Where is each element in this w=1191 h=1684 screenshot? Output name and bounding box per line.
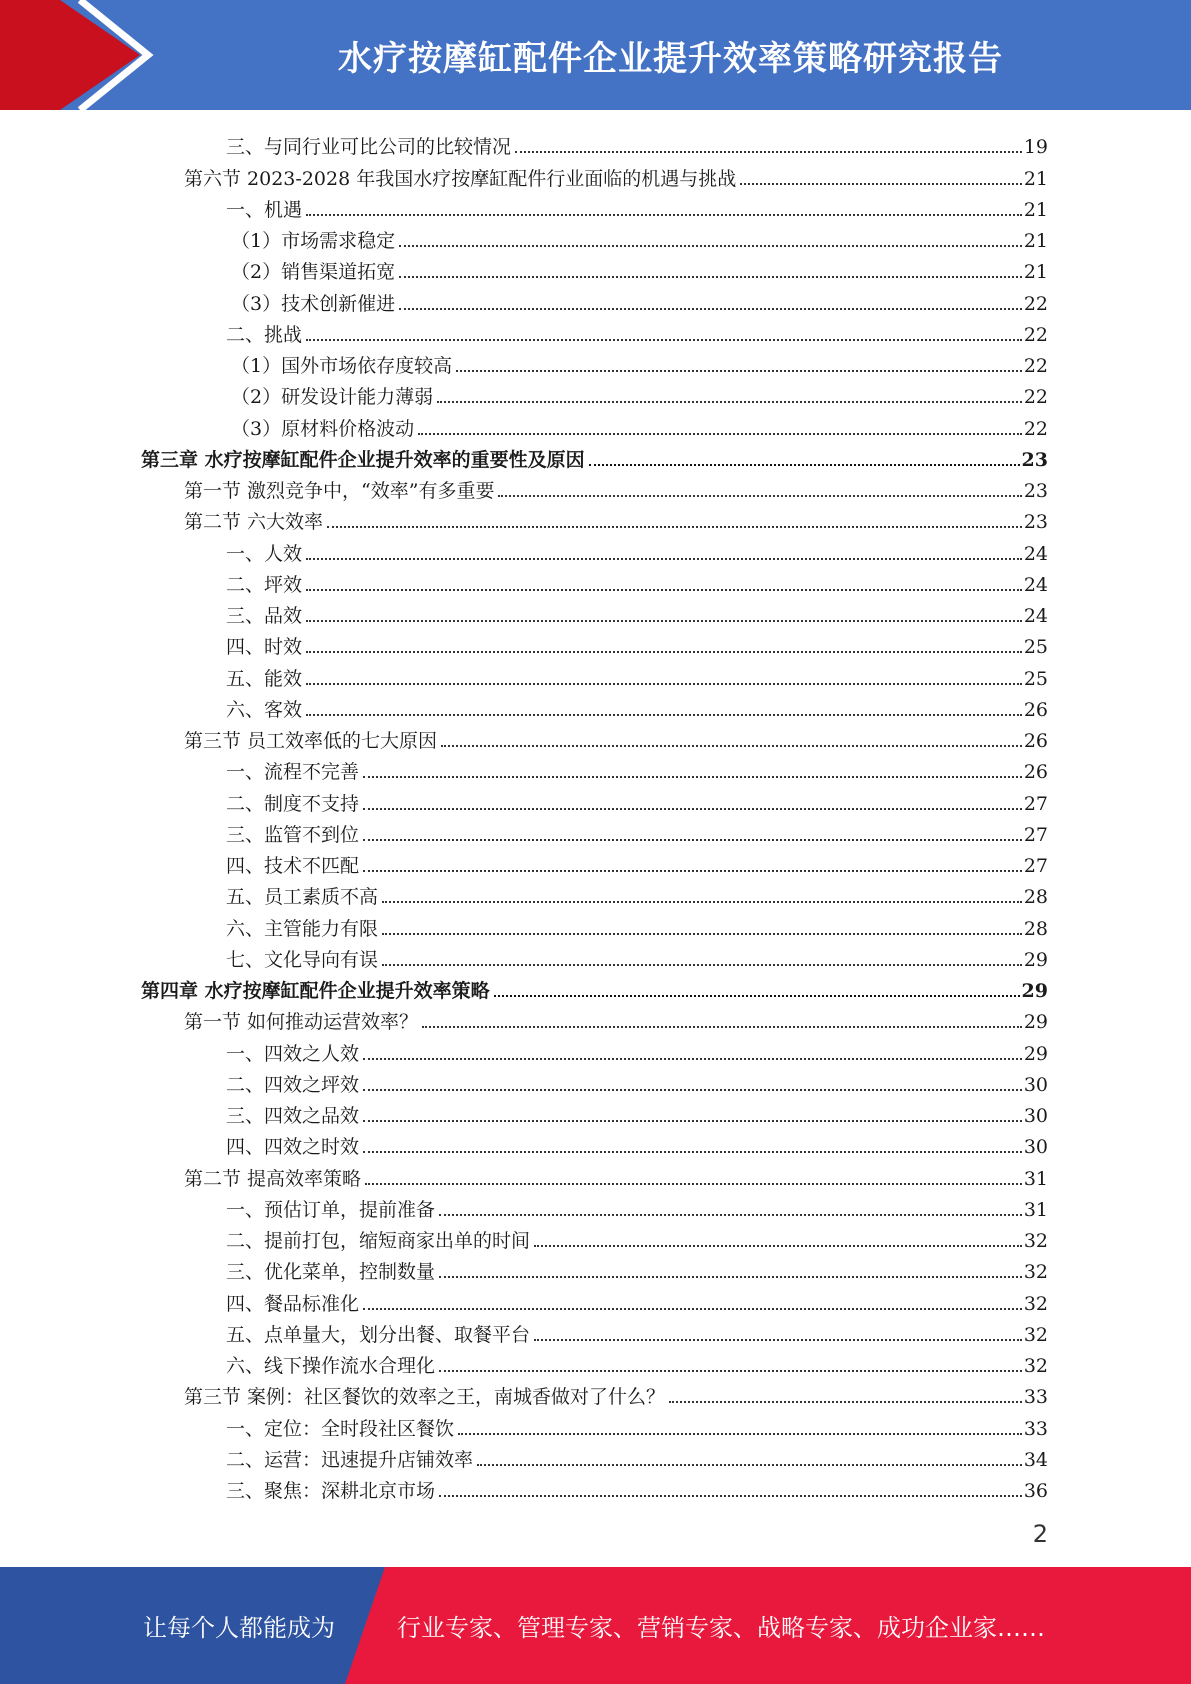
toc-dot-leader [477, 1464, 1022, 1466]
toc-entry-title: 三、监管不到位 [226, 823, 360, 846]
toc-entry-page: 27 [1023, 823, 1048, 846]
toc-subsection-entry[interactable] [141, 533, 1048, 564]
toc-dot-leader [422, 1026, 1022, 1028]
toc-entry-title: 三、四效之品效 [226, 1105, 360, 1127]
page-footer [0, 1567, 1191, 1684]
toc-subsection-entry[interactable] [141, 783, 1048, 814]
toc-subsection-entry[interactable] [141, 1283, 1048, 1314]
toc-subsection-entry[interactable] [141, 690, 1048, 721]
toc-section-entry[interactable] [141, 1002, 1048, 1033]
toc-entry-title: 四、时效 [226, 636, 303, 659]
toc-subsection-entry[interactable] [141, 1315, 1048, 1346]
toc-entry-page: 33 [1023, 1417, 1048, 1440]
toc-entry-title: 五、点单量大，划分出餐、取餐平台 [226, 1323, 531, 1346]
toc-chapter-entry[interactable] [141, 971, 1048, 1002]
toc-dot-leader [740, 183, 1022, 185]
toc-entry-title: 三、与同行业可比公司的比较情况 [226, 136, 512, 159]
toc-dot-leader [363, 1089, 1022, 1091]
toc-entry-title: 六、主管能力有限 [226, 917, 379, 940]
footer-slogan-lead: 让每个人都能成为 [143, 1614, 335, 1642]
toc-entry-title: 第六节 2023-2028 年我国水疗按摩缸配件行业面临的机遇与挑战 [184, 167, 737, 190]
toc-section-entry[interactable] [141, 471, 1048, 502]
toc-dot-leader [327, 526, 1022, 528]
toc-subsection-entry[interactable] [141, 221, 1048, 252]
toc-entry-page: 25 [1023, 667, 1048, 690]
toc-subsection-entry[interactable] [141, 627, 1048, 658]
toc-entry-title: （1）国外市场依存度较高 [231, 355, 453, 377]
toc-entry-title: 五、能效 [226, 667, 303, 690]
toc-subsection-entry[interactable] [141, 1346, 1048, 1377]
toc-dot-leader [363, 1308, 1022, 1310]
toc-entry-page: 27 [1023, 792, 1048, 815]
toc-entry-title: （3）技术创新催进 [231, 292, 396, 315]
toc-entry-title: 二、运营：迅速提升店铺效率 [226, 1448, 474, 1471]
toc-subsection-entry[interactable] [141, 1440, 1048, 1471]
toc-section-entry[interactable] [141, 1158, 1048, 1189]
toc-entry-page: 32 [1023, 1292, 1048, 1315]
toc-subsection-entry[interactable] [141, 1408, 1048, 1439]
toc-dot-leader [399, 308, 1022, 310]
toc-entry-page: 31 [1023, 1167, 1048, 1190]
toc-subsection-entry[interactable] [141, 1221, 1048, 1252]
toc-entry-title: 四、餐品标准化 [226, 1292, 360, 1315]
toc-entry-page: 22 [1023, 323, 1048, 346]
footer-slogan-roles: 行业专家、管理专家、营销专家、战略专家、成功企业家…… [397, 1614, 1045, 1642]
toc-entry-page: 23 [1023, 480, 1048, 502]
toc-entry-page: 22 [1023, 386, 1048, 409]
toc-dot-leader [382, 933, 1022, 935]
toc-entry-page: 36 [1023, 1480, 1048, 1502]
toc-subsection-entry[interactable] [141, 1096, 1048, 1127]
toc-entry-title: 第四章 水疗按摩缸配件企业提升效率策略 [141, 980, 490, 1002]
toc-subsection-entry[interactable] [141, 1065, 1048, 1096]
toc-entry-title: 二、挑战 [226, 323, 303, 346]
toc-entry-title: 第三节 员工效率低的七大原因 [184, 730, 438, 752]
toc-entry-title: 二、制度不支持 [226, 792, 360, 815]
toc-entry-title: 一、人效 [226, 542, 303, 565]
toc-section-entry[interactable] [141, 1377, 1048, 1408]
toc-entry-page: 28 [1023, 917, 1048, 940]
toc-subsection-entry[interactable] [141, 1127, 1048, 1158]
toc-subsection-entry[interactable] [141, 190, 1048, 221]
toc-dot-leader [399, 245, 1022, 247]
toc-dot-leader [534, 1245, 1022, 1247]
toc-entry-page: 21 [1023, 167, 1048, 190]
toc-dot-leader [306, 214, 1022, 216]
toc-subsection-entry[interactable] [141, 846, 1048, 877]
toc-dot-leader [439, 1214, 1022, 1216]
toc-entry-page: 22 [1023, 292, 1048, 315]
toc-entry-page: 32 [1023, 1230, 1048, 1252]
toc-entry-title: 五、员工素质不高 [226, 886, 379, 909]
toc-subsection-entry[interactable] [141, 940, 1048, 971]
toc-dot-leader [399, 276, 1022, 278]
toc-subsection-entry[interactable] [141, 815, 1048, 846]
toc-entry-title: 七、文化导向有误 [226, 948, 379, 971]
page-number: 2 [1032, 1520, 1048, 1548]
toc-section-entry[interactable] [141, 721, 1048, 752]
toc-dot-leader [439, 1495, 1022, 1497]
toc-subsection-entry[interactable] [141, 1190, 1048, 1221]
toc-entry-page: 34 [1023, 1448, 1048, 1471]
toc-subsection-entry[interactable] [141, 408, 1048, 439]
toc-entry-title: 三、聚焦：深耕北京市场 [226, 1480, 436, 1502]
toc-dot-leader [418, 433, 1022, 435]
toc-entry-title: 第三节 案例：社区餐饮的效率之王，南城香做对了什么？ [184, 1386, 666, 1409]
toc-dot-leader [382, 964, 1022, 966]
toc-entry-page: 24 [1023, 573, 1048, 596]
toc-entry-title: 三、优化菜单，控制数量 [226, 1261, 436, 1284]
toc-dot-leader [363, 870, 1022, 872]
toc-entry-page: 26 [1023, 730, 1048, 752]
toc-entry-title: 第二节 六大效率 [184, 511, 324, 534]
toc-entry-page: 26 [1023, 761, 1048, 784]
page-header [0, 0, 1191, 110]
toc-entry-page: 22 [1023, 417, 1048, 440]
toc-entry-page: 22 [1023, 355, 1048, 377]
toc-entry-page: 29 [1023, 1042, 1048, 1065]
toc-subsection-entry[interactable] [141, 346, 1048, 377]
toc-entry-page: 24 [1023, 542, 1048, 565]
toc-entry-title: 一、四效之人效 [226, 1042, 360, 1065]
toc-entry-page: 29 [1021, 980, 1048, 1002]
toc-entry-page: 32 [1023, 1323, 1048, 1346]
toc-dot-leader [437, 401, 1022, 403]
toc-entry-title: 四、技术不匹配 [226, 855, 360, 877]
toc-dot-leader [306, 339, 1022, 341]
toc-entry-title: 第一节 激烈竞争中，“效率”有多重要 [184, 480, 495, 502]
toc-dot-leader [306, 651, 1022, 653]
toc-entry-page: 23 [1023, 511, 1048, 534]
toc-entry-page: 27 [1023, 855, 1048, 877]
toc-entry-page: 32 [1023, 1355, 1048, 1377]
toc-dot-leader [365, 1183, 1022, 1185]
toc-subsection-entry[interactable] [141, 658, 1048, 689]
toc-entry-title: 四、四效之时效 [226, 1136, 360, 1159]
toc-entry-title: 第三章 水疗按摩缸配件企业提升效率的重要性及原因 [141, 448, 585, 471]
toc-dot-leader [534, 1339, 1022, 1341]
toc-subsection-entry[interactable] [141, 377, 1048, 408]
toc-dot-leader [458, 1433, 1022, 1435]
red-chevron-arrow-icon [0, 0, 160, 110]
toc-entry-page: 24 [1023, 605, 1048, 627]
toc-dot-leader [306, 683, 1022, 685]
toc-dot-leader [363, 808, 1022, 810]
toc-entry-title: 三、品效 [226, 605, 303, 627]
toc-entry-page: 23 [1021, 448, 1048, 471]
toc-entry-title: （3）原材料价格波动 [231, 417, 415, 440]
report-title: 水疗按摩缸配件企业提升效率策略研究报告 [338, 38, 1003, 79]
toc-subsection-entry[interactable] [141, 252, 1048, 283]
toc-subsection-entry[interactable] [141, 127, 1048, 158]
toc-subsection-entry[interactable] [141, 283, 1048, 314]
toc-dot-leader [363, 839, 1022, 841]
toc-dot-leader [306, 558, 1022, 560]
toc-entry-title: 一、预估订单，提前准备 [226, 1198, 436, 1221]
toc-entry-page: 19 [1023, 136, 1048, 159]
toc-dot-leader [494, 995, 1020, 997]
toc-entry-title: 一、机遇 [226, 198, 303, 221]
toc-entry-page: 29 [1023, 1011, 1048, 1034]
toc-entry-page: 21 [1023, 261, 1048, 284]
toc-entry-page: 26 [1023, 698, 1048, 721]
toc-subsection-entry[interactable] [141, 596, 1048, 627]
toc-subsection-entry[interactable] [141, 1033, 1048, 1064]
toc-entry-page: 21 [1023, 198, 1048, 221]
toc-entry-page: 29 [1023, 948, 1048, 971]
toc-dot-leader [441, 745, 1022, 747]
toc-entry-title: （2）研发设计能力薄弱 [231, 386, 434, 409]
toc-entry-title: 第二节 提高效率策略 [184, 1167, 362, 1190]
toc-dot-leader [306, 714, 1022, 716]
toc-section-entry[interactable] [141, 158, 1048, 189]
toc-entry-title: 一、定位：全时段社区餐饮 [226, 1417, 455, 1440]
toc-entry-page: 30 [1023, 1073, 1048, 1096]
toc-dot-leader [589, 464, 1020, 466]
toc-entry-page: 28 [1023, 886, 1048, 909]
toc-subsection-entry[interactable] [141, 315, 1048, 346]
toc-dot-leader [456, 370, 1022, 372]
toc-entry-title: 六、客效 [226, 698, 303, 721]
toc-entry-title: 二、四效之坪效 [226, 1073, 360, 1096]
toc-subsection-entry[interactable] [141, 1471, 1048, 1502]
toc-entry-title: 二、提前打包，缩短商家出单的时间 [226, 1230, 531, 1252]
toc-entry-page: 31 [1023, 1198, 1048, 1221]
toc-entry-title: 第一节 如何推动运营效率？ [184, 1011, 419, 1034]
toc-entry-title: 一、流程不完善 [226, 761, 360, 784]
toc-dot-leader [515, 151, 1022, 153]
toc-entry-title: （1）市场需求稳定 [231, 230, 396, 252]
toc-entry-page: 21 [1023, 230, 1048, 252]
toc-dot-leader [498, 495, 1021, 497]
table-of-contents [141, 127, 1048, 1502]
toc-dot-leader [363, 776, 1022, 778]
toc-subsection-entry[interactable] [141, 877, 1048, 908]
toc-entry-page: 30 [1023, 1105, 1048, 1127]
toc-entry-title: 二、坪效 [226, 573, 303, 596]
toc-entry-page: 33 [1023, 1386, 1048, 1409]
toc-dot-leader [382, 901, 1022, 903]
toc-subsection-entry[interactable] [141, 565, 1048, 596]
toc-dot-leader [363, 1120, 1022, 1122]
toc-chapter-entry[interactable] [141, 440, 1048, 471]
toc-dot-leader [306, 589, 1022, 591]
toc-entry-page: 25 [1023, 636, 1048, 659]
toc-dot-leader [669, 1401, 1022, 1403]
toc-entry-title: （2）销售渠道拓宽 [231, 261, 396, 284]
toc-section-entry[interactable] [141, 502, 1048, 533]
toc-subsection-entry[interactable] [141, 752, 1048, 783]
toc-entry-page: 30 [1023, 1136, 1048, 1159]
toc-subsection-entry[interactable] [141, 1252, 1048, 1283]
toc-dot-leader [439, 1276, 1022, 1278]
toc-entry-title: 六、线下操作流水合理化 [226, 1355, 436, 1377]
toc-dot-leader [306, 620, 1022, 622]
toc-entry-page: 32 [1023, 1261, 1048, 1284]
toc-dot-leader [363, 1151, 1022, 1153]
toc-subsection-entry[interactable] [141, 908, 1048, 939]
toc-dot-leader [439, 1370, 1022, 1372]
toc-dot-leader [363, 1058, 1022, 1060]
